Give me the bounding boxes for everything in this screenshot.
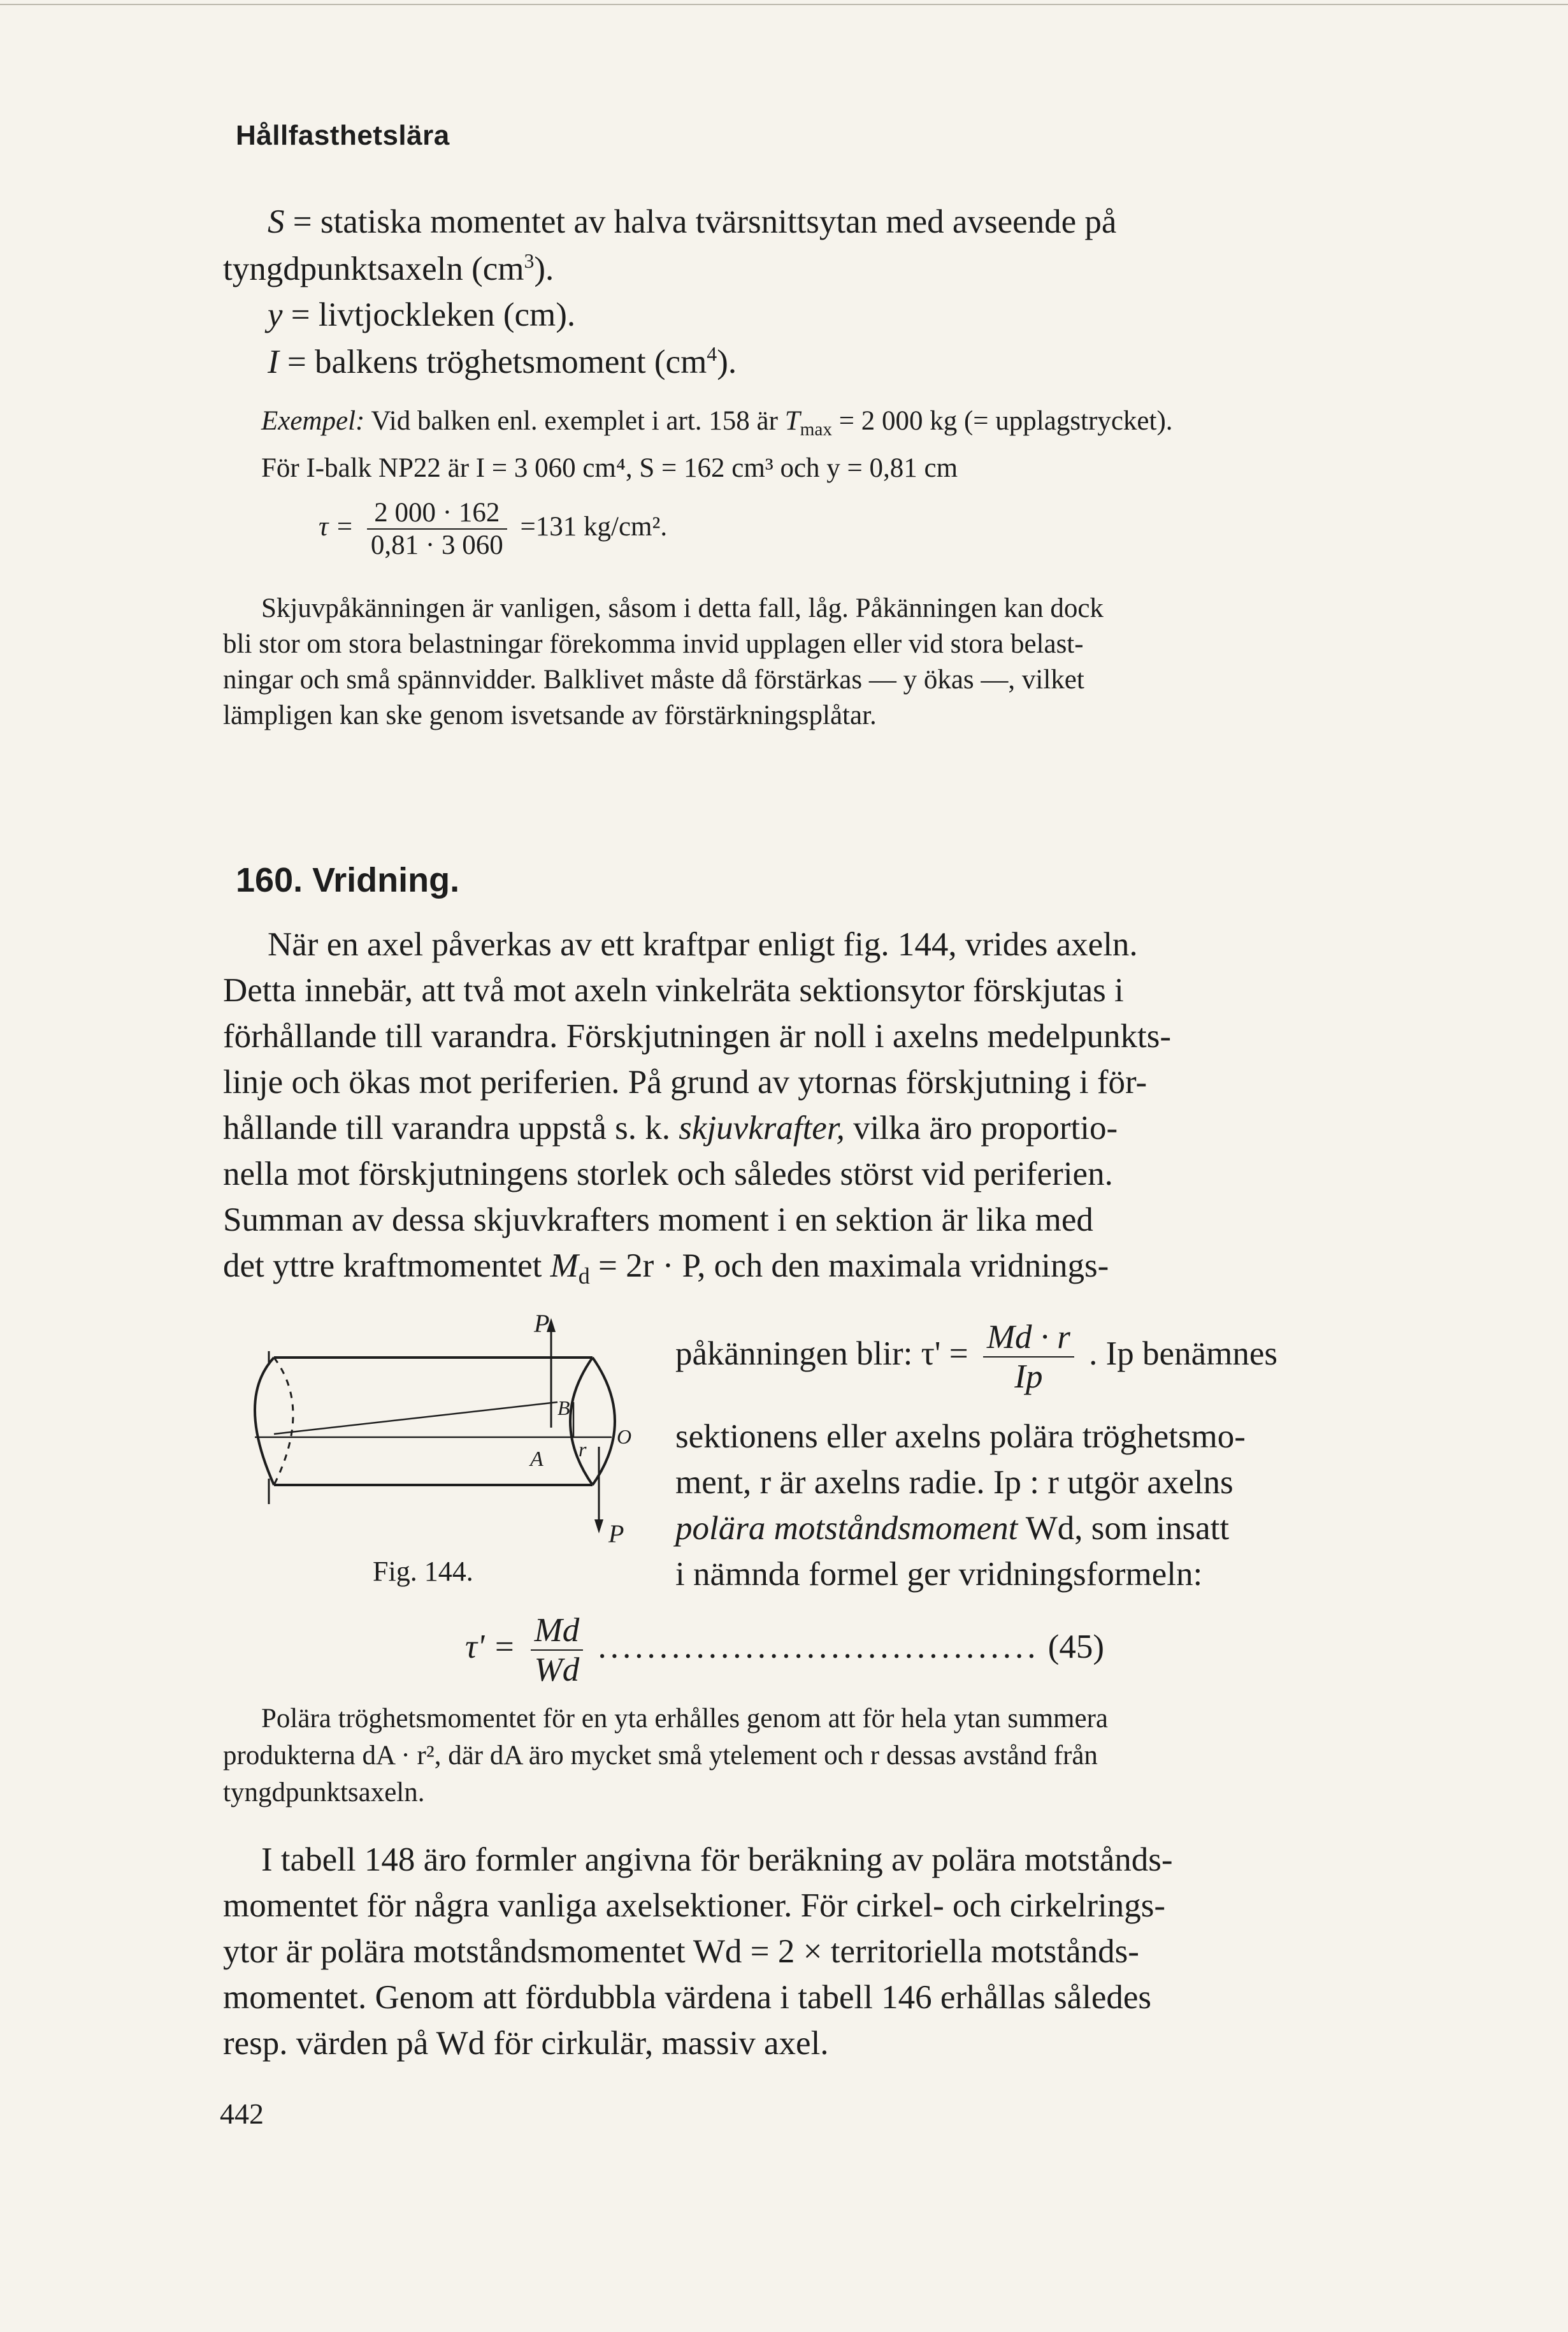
body-line: Detta innebär, att två mot axeln vinkelräta sektionsytor förskjutas i [223, 972, 1124, 1009]
term-skjuvkrafter: skjuvkrafter, [679, 1110, 845, 1147]
final-line: momentet för några vanliga axelsektioner. För cirkel- och cirkelrings- [223, 1887, 1166, 1924]
tmax-symbol: T [784, 406, 800, 436]
example-denominator: 0,81 · 3 060 [367, 528, 507, 561]
running-title: Hållfasthetslära [236, 120, 450, 151]
body-text-span: och den maximala vridnings- [714, 1247, 1109, 1284]
side-line-5: i nämnda formel ger vridningsformeln: [675, 1556, 1203, 1593]
example-result: =131 kg/cm². [520, 511, 668, 542]
equation-number: (45) [1047, 1628, 1105, 1666]
side-line-4 [675, 1509, 1229, 1547]
definition-y [268, 296, 575, 334]
body-line: nella mot förskjutningens storlek och således störst vid periferien. [223, 1155, 1113, 1192]
formula-lhs: τ' = [465, 1628, 516, 1666]
example-lead: Exempel: [261, 406, 365, 436]
definition-i: I = balkens tröghetsmoment $(cm^4)$. [268, 343, 737, 381]
definition-s [268, 203, 1116, 241]
tmax-sub: max [800, 419, 832, 440]
symbol-i: I [268, 344, 279, 381]
definition-y-text: = livtjockleken (cm). [291, 296, 576, 333]
example-para-2: ningar och små spännvidder. Balklivet måste då förstärkas — y ökas —, vilket [223, 665, 1084, 695]
symbol-y: y [268, 296, 283, 333]
definition-s-cont: tyngdpunktsaxeln $(cm^3)$. [223, 250, 554, 288]
term-polara-motstandsmoment: polära motståndsmoment [675, 1510, 1018, 1547]
definition-i-text: = balkens tröghetsmoment (cm [287, 344, 707, 381]
formula-fraction [531, 1611, 584, 1689]
formula-denominator: Wd [531, 1649, 584, 1689]
body-text-span: = 2r · P, [598, 1247, 706, 1284]
cylinder-right-arc-back [593, 1358, 615, 1485]
stress-numerator: Md · r [986, 1319, 1070, 1356]
tau-lhs: τ = [319, 511, 354, 542]
top-rule [0, 4, 1568, 5]
final-line: ytor är polära motståndsmomentet Wd = 2 × territoriella motstånds- [223, 1933, 1139, 1970]
final-line: momentet. Genom att fördubbla värdena i tabell 146 erhållas således [223, 1979, 1152, 2016]
sup-3: 3 [524, 250, 535, 272]
page-number: 442 [220, 2097, 264, 2130]
body-line: förhållande till varandra. Förskjutningen är noll i axelns medelpunkts- [223, 1018, 1172, 1055]
example-para-3: lämpligen kan ske genom isvetsande av förstärkningsplåtar. [223, 700, 877, 730]
arrow-head-bottom [594, 1519, 603, 1533]
fig-label-r: r [579, 1438, 587, 1461]
md-sub: d [578, 1263, 590, 1289]
twist-line [274, 1402, 557, 1434]
figure-caption: Fig. 144. [373, 1556, 473, 1587]
fig-label-p-bottom: P [608, 1519, 624, 1548]
example-fraction [367, 497, 507, 561]
example-para-1: bli stor om stora belastningar förekomma invid upplagen eller vid stora belast- [223, 629, 1084, 659]
note-line: tyngdpunktsaxeln. [223, 1778, 425, 1807]
example-line-2: För I-balk NP22 är I = 3 060 cm⁴, S = 162 cm³ och y = 0,81 cm [261, 453, 958, 483]
body-line [223, 1247, 1109, 1289]
fig-label-a: A [530, 1447, 543, 1471]
definition-s-cont-text: tyngdpunktsaxeln (cm [223, 250, 524, 288]
fig-label-o: O [617, 1425, 632, 1448]
section-title: 160. Vridning. [236, 861, 460, 899]
body-line [223, 1109, 1118, 1147]
side-text-span: . Ip benämnes [1089, 1335, 1277, 1373]
note-line: produkterna dA · r², där dA äro mycket små ytelement och r dessas avstånd från [223, 1741, 1098, 1771]
example-text-a: Vid balken enl. exemplet i art. 158 är [371, 406, 778, 436]
stress-fraction [983, 1318, 1074, 1396]
example-numerator: 2 000 · 162 [374, 498, 500, 528]
body-text-span: hållande till varandra uppstå s. k. [223, 1110, 671, 1147]
fig-label-p-top: P [534, 1313, 550, 1338]
example-equation [319, 497, 667, 561]
body-line: När en axel påverkas av ett kraftpar enligt fig. 144, vrides axeln. [268, 926, 1138, 963]
formula-45-line [465, 1611, 1104, 1689]
body-line: linje och ökas mot periferien. På grund av ytornas förskjutning i för- [223, 1064, 1147, 1101]
sup-4: 4 [707, 343, 717, 365]
figure-144 [229, 1313, 650, 1568]
formula-numerator: Md [534, 1612, 580, 1649]
final-line: I tabell 148 äro formler angivna för beräkning av polära motstånds- [261, 1841, 1173, 1878]
side-line-3: ment, r är axelns radie. Ip : r utgör axelns [675, 1464, 1234, 1501]
body-text-span: det yttre kraftmomentet [223, 1247, 542, 1284]
fig-label-b: B [557, 1396, 570, 1419]
example-line-1 [261, 405, 1173, 440]
definition-s-text: = statiska momentet av halva tvärsnittsytan med avseende på [292, 203, 1117, 240]
note-line: Polära tröghetsmomentet för en yta erhålles genom att för hela ytan summera [261, 1704, 1108, 1734]
final-line: resp. värden på Wd för cirkulär, massiv axel. [223, 2025, 829, 2062]
cylinder-left-arc [255, 1358, 274, 1485]
formula-leader-dots: .................................... [598, 1628, 1040, 1666]
side-line-2: sektionens eller axelns polära tröghetsmo- [675, 1418, 1246, 1455]
md-symbol: M [550, 1247, 579, 1284]
body-line: Summan av dessa skjuvkrafters moment i en sektion är lika med [223, 1201, 1093, 1238]
example-text-b: = 2 000 kg (= upplagstrycket). [838, 406, 1173, 436]
side-text-span: påkänningen blir: τ' = [675, 1335, 968, 1373]
example-para-0: Skjuvpåkänningen är vanligen, såsom i detta fall, låg. Påkänningen kan dock [261, 593, 1104, 623]
cylinder-left-hidden-arc [274, 1358, 293, 1485]
side-line-1 [675, 1318, 1277, 1396]
stress-denominator: Ip [983, 1356, 1074, 1396]
side-text-span: Wd, som insatt [1025, 1510, 1230, 1547]
body-text-span: vilka äro proportio- [853, 1110, 1118, 1147]
symbol-s: S [268, 203, 285, 240]
